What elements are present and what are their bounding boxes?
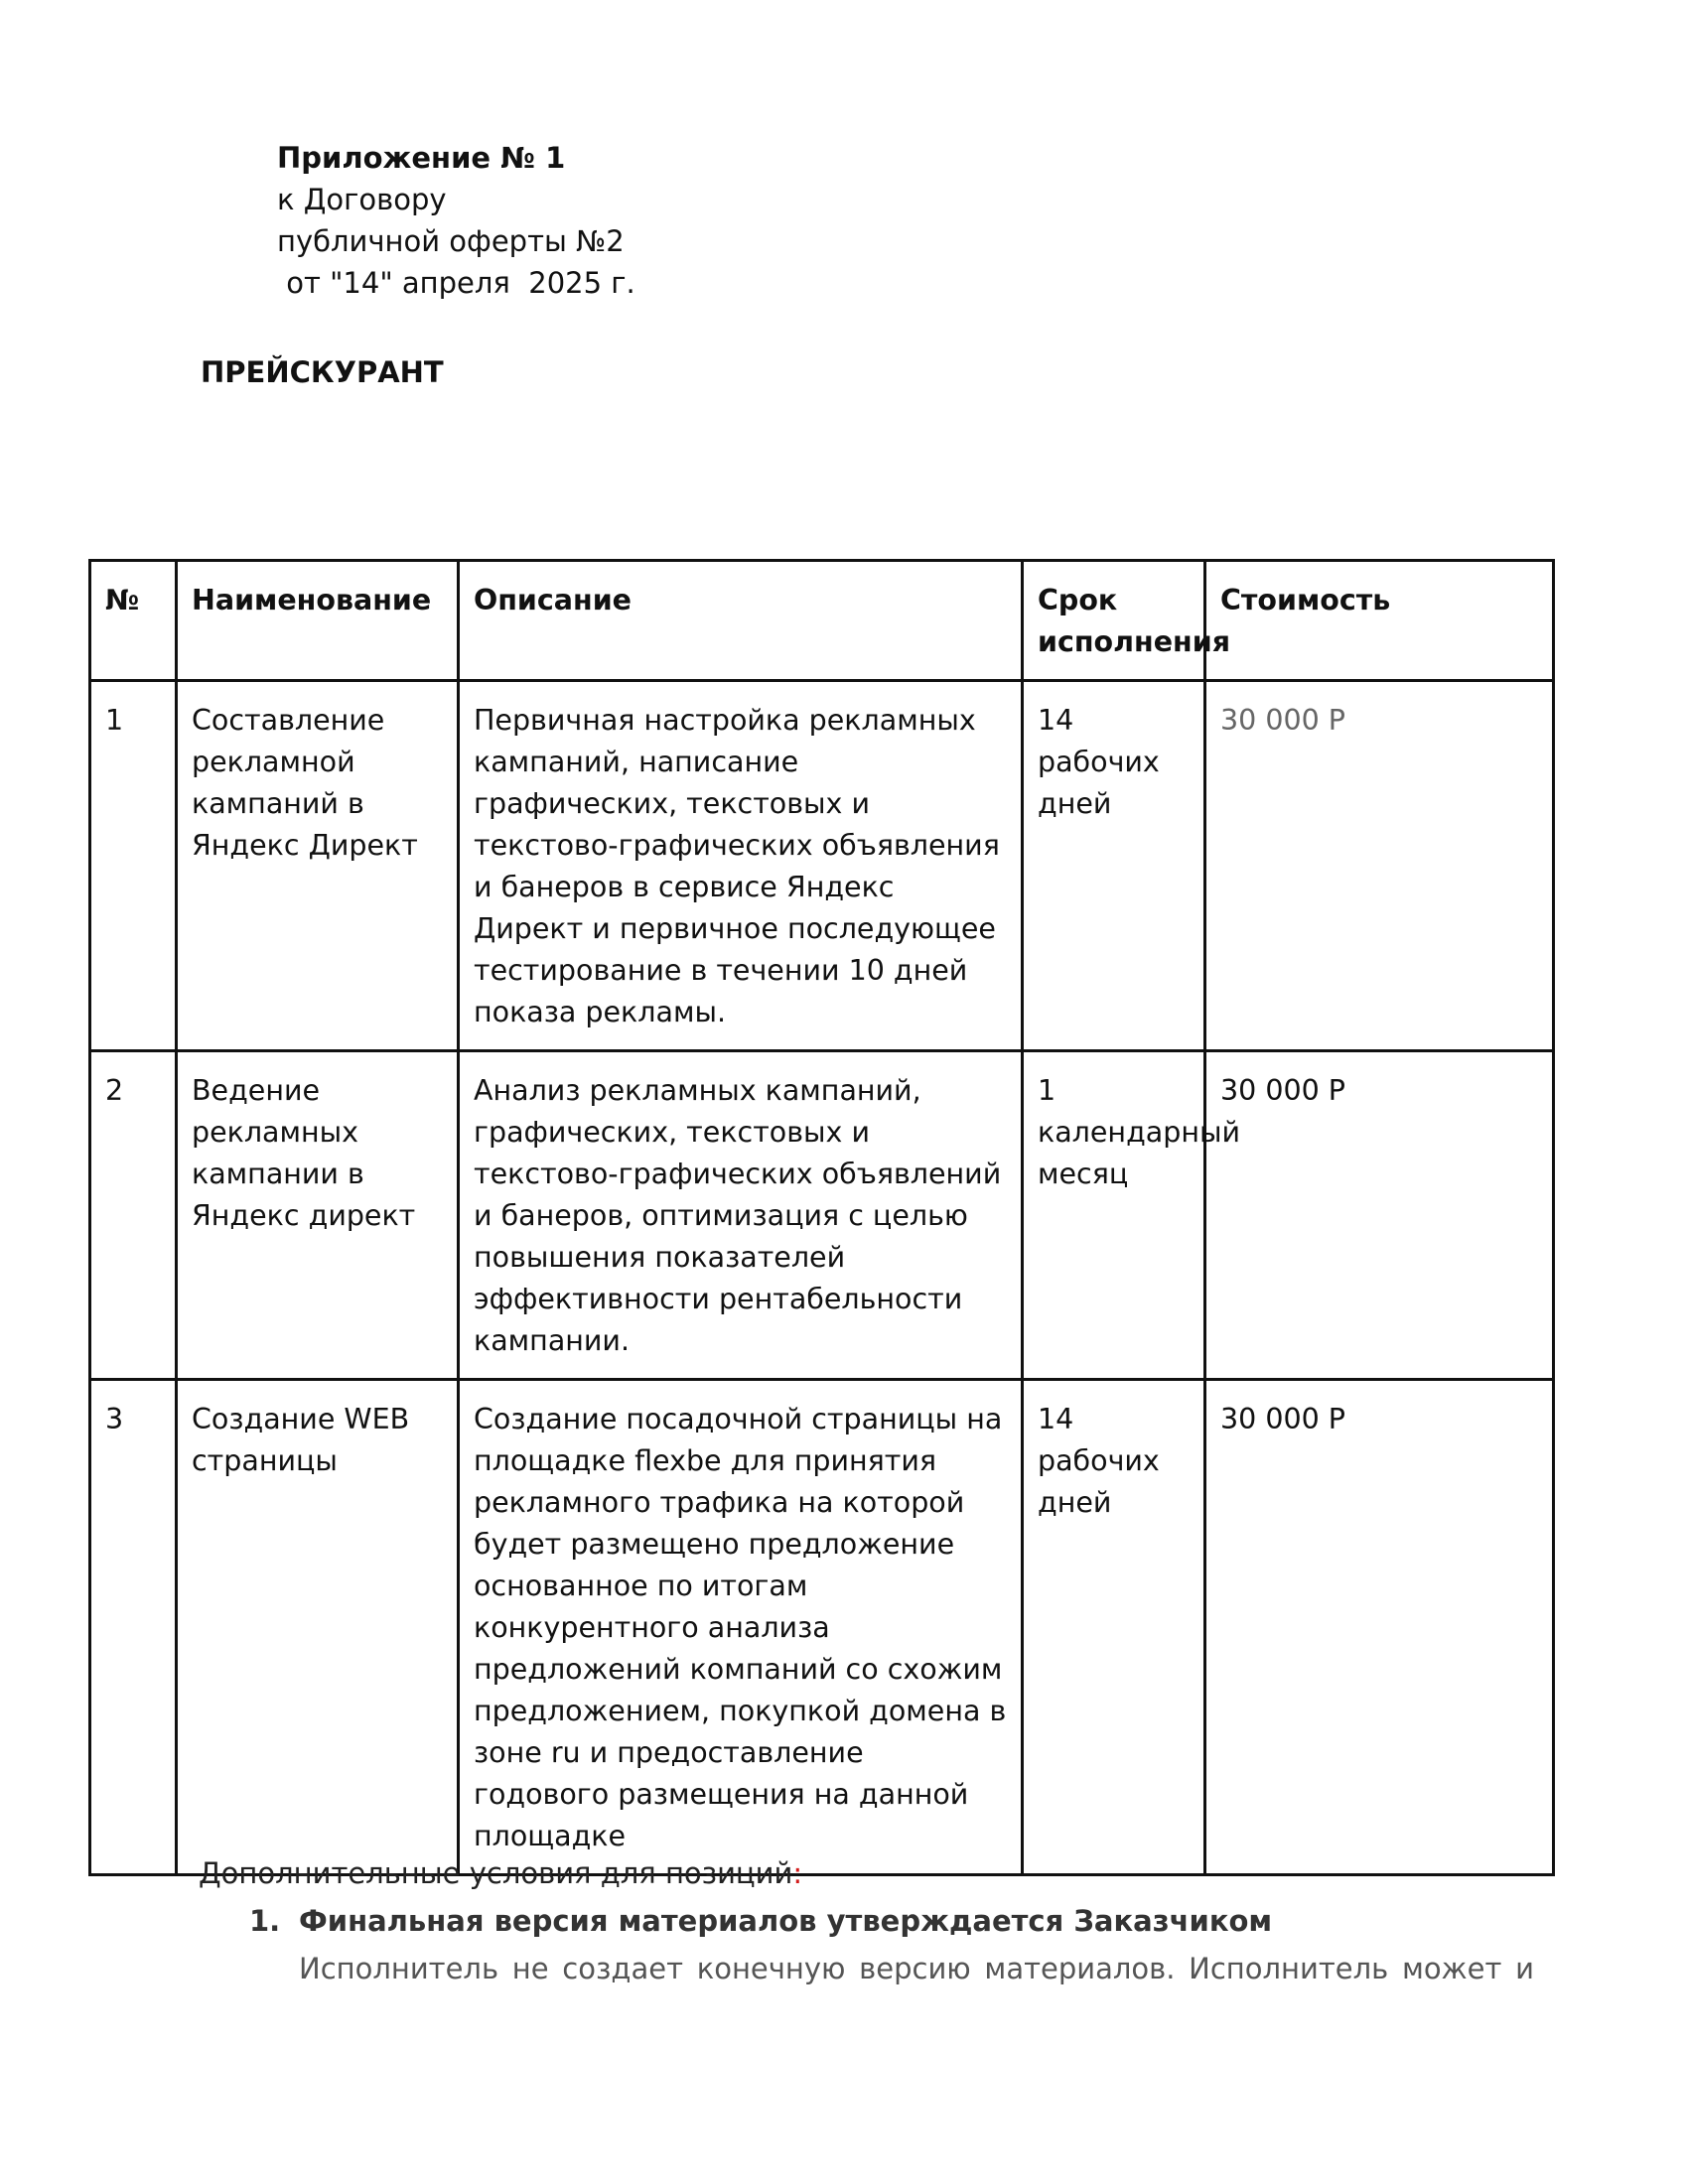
header-term: Срок исполнения [1023,561,1205,681]
row-number: 2 [90,1051,177,1380]
table-header-row [90,561,1554,681]
extra-conditions-label [199,1852,802,1894]
appendix-line-2: публичной оферты №2 [277,224,625,258]
table-row [90,1380,1554,1875]
row-price: 30 000 Р [1205,1380,1554,1875]
header-number: № [90,561,177,681]
row-description: Создание посадочной страницы на площадке flexbe для принятия рекламного трафика на которой будет размещено предложение основанное по итогам конкурентного анализа предложений компаний со схожим предложением, покупкой домена в зоне ru и предоставление годового размещения на данной площадке [459,1380,1023,1875]
header-name: Наименование [177,561,459,681]
row-name: Создание WEB страницы [177,1380,459,1875]
row-number: 1 [90,681,177,1051]
row-term: 14 рабочих дней [1023,681,1205,1051]
header-description: Описание [459,561,1023,681]
price-table [88,559,1555,1876]
condition-text: Исполнитель не создает конечную версию материалов. Исполнитель может и [299,1952,1534,1985]
row-number: 3 [90,1380,177,1875]
extra-conditions-colon: : [792,1856,803,1890]
extra-conditions-text: Дополнительные условия для позиций [199,1856,793,1890]
appendix-title: Приложение № 1 [277,141,566,175]
row-name: Ведение рекламных кампании в Яндекс директ [177,1051,459,1380]
table-row [90,1051,1554,1380]
row-price: 30 000 Р [1205,681,1554,1051]
document-title: ПРЕЙСКУРАНТ [201,355,444,389]
row-description: Анализ рекламных кампаний, графических, текстовых и текстово-графических объявлений и банеров, оптимизация с целью повышения показателей эффективности рентабельности кампании. [459,1051,1023,1380]
header-price: Стоимость [1205,561,1554,681]
row-name: Составление рекламной кампаний в Яндекс Директ [177,681,459,1051]
row-term: 1 календарный месяц [1023,1051,1205,1380]
row-term: 14 рабочих дней [1023,1380,1205,1875]
table-row [90,681,1554,1051]
row-price: 30 000 Р [1205,1051,1554,1380]
condition-number: 1. [249,1904,281,1938]
appendix-header [277,137,635,304]
appendix-line-3: от "14" апреля 2025 г. [277,266,635,300]
appendix-line-1: к Договору [277,183,447,216]
condition-heading: Финальная версия материалов утверждается Заказчиком [299,1904,1273,1938]
row-description: Первичная настройка рекламных кампаний, написание графических, текстовых и текстово-графических объявления и банеров в сервисе Яндекс Директ и первичное последующее тестирование в течении 10 дней показа рекламы. [459,681,1023,1051]
